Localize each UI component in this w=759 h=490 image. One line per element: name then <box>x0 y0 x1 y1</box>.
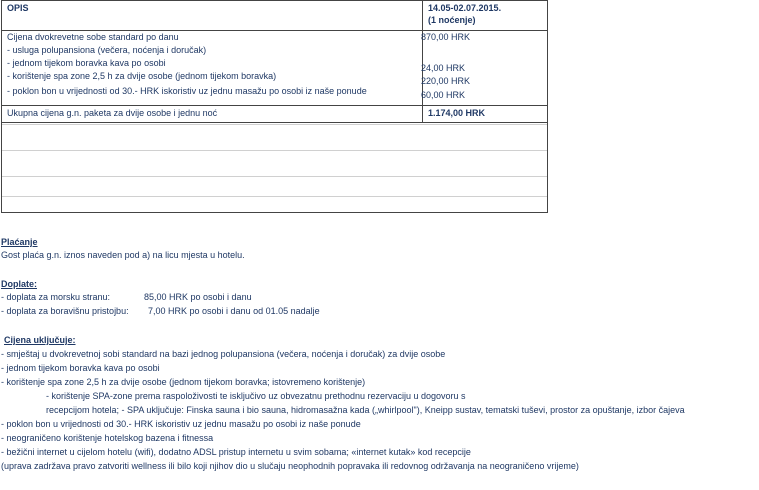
placanje-text: Gost plaća g.n. iznos naveden pod a) na licu mjesta u hotelu. <box>1 250 245 260</box>
table-row-value: 870,00 HRK <box>421 32 471 42</box>
header-opis: OPIS <box>7 3 29 13</box>
list-item: - jednom tijekom boravka kava po osobi <box>1 363 160 373</box>
total-bottom-divider <box>2 122 547 123</box>
list-item: - neograničeno korištenje hotelskog bazena i fitnessa <box>1 433 214 443</box>
list-item: - korištenje SPA-zone prema raspoloživosti te isključivo uz obvezatnu prethodnu rezervaciju u dogovoru s <box>46 391 466 401</box>
doplate-label: - doplata za morsku stranu: <box>1 292 111 302</box>
table-row-label: - korištenje spa zone 2,5 h za dvije osobe (jednom tijekom boravka) <box>7 71 277 81</box>
faint-line <box>2 196 547 197</box>
total-value: 1.174,00 HRK <box>428 108 486 118</box>
table-row-value: 220,00 HRK <box>421 76 471 86</box>
faint-line <box>2 124 547 125</box>
table-row-label: Cijena dvokrevetne sobe standard po danu <box>7 32 179 42</box>
header-period: 14.05-02.07.2015. <box>428 3 502 13</box>
doplate-heading: Doplate: <box>1 279 37 289</box>
doplate-value: 85,00 HRK po osobi i danu <box>144 292 252 302</box>
placanje-heading: Plaćanje <box>1 237 38 247</box>
table-row-label: - poklon bon u vrijednosti od 30.- HRK iskoristiv uz jednu masažu po osobi iz naše ponude <box>7 86 367 96</box>
faint-line <box>2 176 547 177</box>
table-row-label: - usluga polupansiona (večera, noćenja i doručak) <box>7 45 207 55</box>
list-item: - bežični internet u cijelom hotelu (wifi), dodatno ADSL pristup internetu u svim sobama; «internet kutak» kod recepcije <box>1 447 471 457</box>
list-item: (uprava zadržava pravo zatvoriti wellness ili bilo koji njihov dio u slučaju neophodnih popravaka ili redovnog održavanja na neograničeno vrijeme) <box>1 461 579 471</box>
table-row-value: 24,00 HRK <box>421 63 466 73</box>
list-item: recepcijom hotela; - SPA uključuje: Finska sauna i bio sauna, hidromasažna kada („whirlpool"), Kneipp sustav, tematski tuševi, prostor za opuštanje, izbor čajeva <box>46 405 685 415</box>
ukljucuje-heading: Cijena uključuje: <box>4 335 76 345</box>
header-divider <box>2 30 547 31</box>
faint-line <box>2 150 547 151</box>
total-label: Ukupna cijena g.n. paketa za dvije osobe i jednu noć <box>7 108 218 118</box>
doplate-label: - doplata za boravišnu pristojbu: <box>1 306 129 316</box>
list-item: - poklon bon u vrijednosti od 30.- HRK iskoristiv uz jednu masažu po osobi iz naše ponude <box>1 419 361 429</box>
table-row-label: - jednom tijekom boravka kava po osobi <box>7 58 166 68</box>
header-nights: (1 noćenje) <box>428 15 476 25</box>
list-item: - smještaj u dvokrevetnoj sobi standard na bazi jednog polupansiona (večera, noćenja i doručak) za dvije osobe <box>1 349 446 359</box>
table-row-value: 60,00 HRK <box>421 90 466 100</box>
total-top-divider <box>2 105 547 106</box>
list-item: - korištenje spa zone 2,5 h za dvije osobe (jednom tijekom boravka; istovremeno korištenje) <box>1 377 366 387</box>
doplate-value: 7,00 HRK po osobi i danu od 01.05 nadalje <box>148 306 320 316</box>
